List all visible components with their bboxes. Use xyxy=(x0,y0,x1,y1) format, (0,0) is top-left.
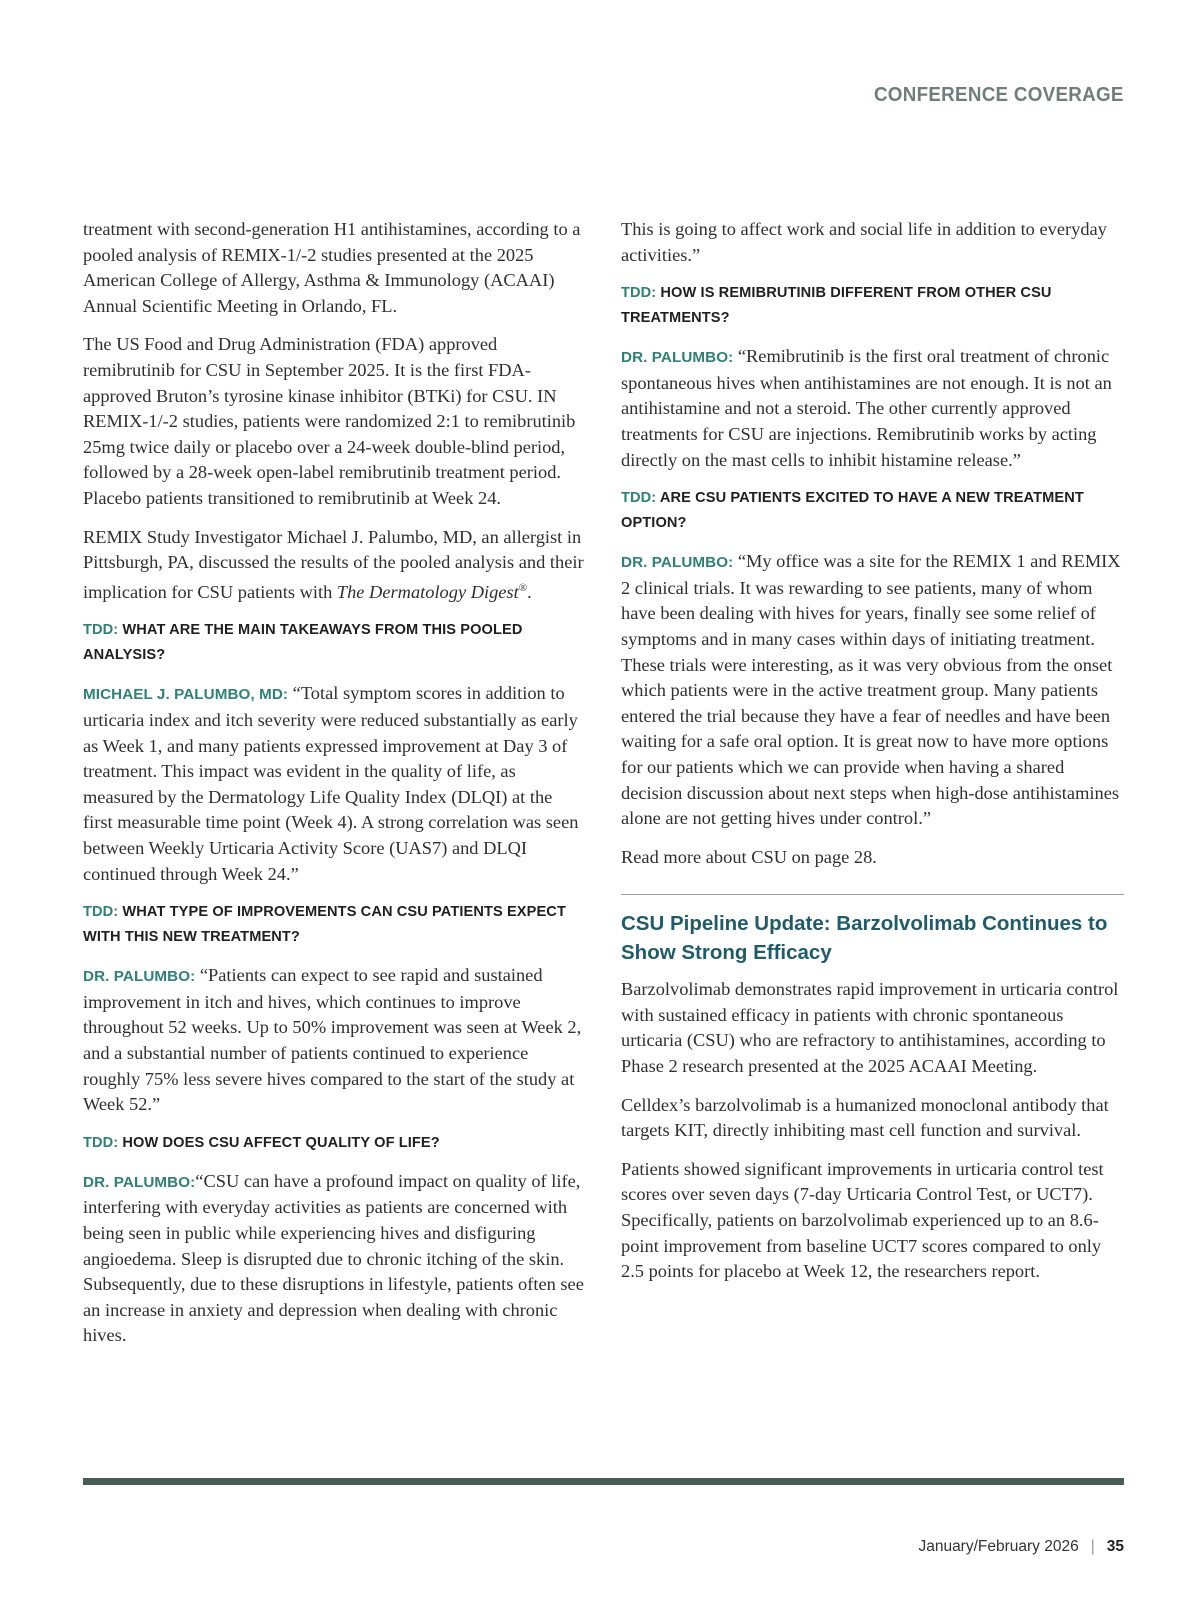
answer-difference: DR. PALUMBO: “Remibrutinib is the first oral treatment of chronic spontaneous hives when antihistamines are not enough. It is not an antihistamine and not a steroid. The other currently approved treatments for CSU are injections. Remibrutinib works by acting directly on the mast cells to inhibit histamine release.” xyxy=(621,346,1112,470)
question-difference: TDD: HOW IS REMIBRUTINIB DIFFERENT FROM OTHER CSU TREATMENTS? xyxy=(621,285,1052,327)
publication-title: The Dermatology Digest xyxy=(336,581,519,602)
pipeline-paragraph-1: Barzolvolimab demonstrates rapid improvement in urticaria control with sustained efficacy in patients with chronic spontaneous urticaria (CSU) who are refractory to antihistamines, according to Phase 2 research presented at the 2025 ACAAI Meeting. xyxy=(621,979,1119,1077)
question-improvements: TDD: WHAT TYPE OF IMPROVEMENTS CAN CSU PATIENTS EXPECT WITH THIS NEW TREATMENT? xyxy=(83,904,566,946)
section-label: CONFERENCE COVERAGE xyxy=(874,84,1124,106)
question-excitement: TDD: ARE CSU PATIENTS EXCITED TO HAVE A NEW TREATMENT OPTION? xyxy=(621,490,1084,532)
answer-takeaways: MICHAEL J. PALUMBO, MD: “Total symptom scores in addition to urticaria index and itch severity were reduced substantially as early as Week 1, and many patients expressed improvement at Day 3 of treatment. This impact was evident in the quality of life, as measured by the Dermatology Life Quality Index (DLQI) at the first measurable time point (Week 4). A strong correlation was seen between Weekly Urticaria Activity Score (UAS7) and DLQI continued through Week 24.” xyxy=(83,683,579,884)
issue-date: January/February 2026 xyxy=(918,1538,1079,1555)
bottom-rule xyxy=(83,1478,1124,1485)
section-divider xyxy=(621,894,1124,895)
page-footer xyxy=(918,1538,1124,1556)
answer-quality-of-life: DR. PALUMBO:“CSU can have a profound impact on quality of life, interfering with everyday activities as patients are concerned with being seen in public while experiencing hives and disfiguring angioedema. Sleep is disrupted due to chronic itching of the skin. Subsequently, due to these disruptions in lifestyle, patients often see an increase in anxiety and depression when dealing with chronic hives. xyxy=(83,1170,584,1346)
left-column xyxy=(83,217,586,1362)
answer-excitement: DR. PALUMBO: “My office was a site for the REMIX 1 and REMIX 2 clinical trials. It was rewarding to see patients, many of whom have been dealing with hives for years, finally see some relief of symptoms and in many cases within days of initiating treatment. These trials were interesting, as it was very obvious from the onset which patients were in the active treatment group. Many patients entered the trial because they have a fear of needles and have been waiting for a safe oral option. It is great now to have more options for our patients which we can provide when having a shared decision discussion about next steps when high-dose antihistamines alone are not getting hives under control.” xyxy=(621,551,1121,829)
page-number: 35 xyxy=(1106,1538,1124,1555)
footer-separator: | xyxy=(1090,1538,1095,1555)
pipeline-paragraph-3: Patients showed significant improvements in urticaria control test scores over seven days (7-day Urticaria Control Test, or UCT7). Specifically, patients on barzolvolimab experienced up to an 8.6-point improvement from baseline UCT7 scores compared to only 2.5 points for placebo at Week 12, the researchers report. xyxy=(621,1158,1104,1282)
answer-improvements: DR. PALUMBO: “Patients can expect to see rapid and sustained improvement in itch and hives, which continues to improve throughout 52 weeks. Up to 50% improvement was seen at Week 2, and a substantial number of patients continued to experience roughly 75% less severe hives compared to the start of the study at Week 52.” xyxy=(83,965,582,1115)
pipeline-paragraph-2: Celldex’s barzolvolimab is a humanized monoclonal antibody that targets KIT, directly inhibiting mast cell function and survival. xyxy=(621,1094,1109,1141)
answer-continued: This is going to affect work and social life in addition to everyday activities.” xyxy=(621,219,1107,265)
question-quality-of-life: TDD: HOW DOES CSU AFFECT QUALITY OF LIFE? xyxy=(83,1134,440,1151)
investigator-paragraph: REMIX Study Investigator Michael J. Palumbo, MD, an allergist in Pittsburgh, PA, discussed the results of the pooled analysis and their implication for CSU patients with The Dermatology Digest®. xyxy=(83,526,584,602)
read-more-link[interactable]: Read more about CSU on page 28. xyxy=(621,846,877,867)
right-column xyxy=(621,217,1124,1298)
fda-paragraph: The US Food and Drug Administration (FDA) approved remibrutinib for CSU in September 2025. It is the first FDA-approved Bruton’s tyrosine kinase inhibitor (BTKi) for CSU. IN REMIX-1/-2 studies, patients were randomized 2:1 to remibrutinib 25mg twice daily or placebo over a 24-week double-blind period, followed by a 28-week open-label remibrutinib treatment period. Placebo patients transitioned to remibrutinib at Week 24. xyxy=(83,334,576,508)
intro-paragraph: treatment with second-generation H1 antihistamines, according to a pooled analysis of REMIX-1/-2 studies presented at the 2025 American College of Allergy, Asthma & Immunology (ACAAI) Annual Scientific Meeting in Orlando, FL. xyxy=(83,219,581,316)
pipeline-headline: CSU Pipeline Update: Barzolvolimab Continues to Show Strong Efficacy xyxy=(621,912,1108,965)
question-takeaways: TDD: WHAT ARE THE MAIN TAKEAWAYS FROM THIS POOLED ANALYSIS? xyxy=(83,622,523,664)
